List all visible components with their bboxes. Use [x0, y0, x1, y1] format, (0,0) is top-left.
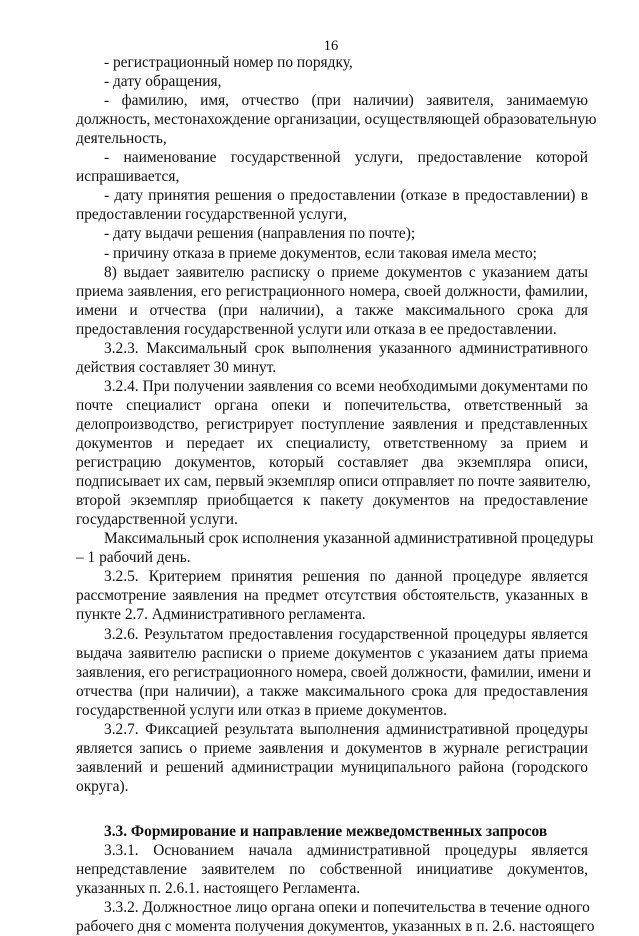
section-heading: 3.3. Формирование и направление межведомственных запросов — [104, 823, 548, 840]
text-line: деятельность, — [76, 130, 167, 147]
text-line: 3.2.4. При получении заявления со всеми необходимыми документами по — [104, 378, 588, 395]
text-line: 3.3.2. Должностное лицо органа опеки и попечительства в течение одного — [104, 899, 590, 916]
text-line: выдача заявителю расписки о приеме документов с указанием даты приема — [76, 645, 588, 662]
text-line: - наименование государственной услуги, предоставление которой — [104, 149, 588, 166]
text-line: - дату обращения, — [104, 73, 222, 90]
text-line: 8) выдает заявителю расписку о приеме документов с указанием даты — [104, 264, 588, 281]
text-line: 3.2.3. Максимальный срок выполнения указанного административного — [104, 340, 588, 357]
text-line: - регистрационный номер по порядку, — [104, 54, 353, 71]
text-line: 3.3.1. Основанием начала административной процедуры является — [104, 842, 588, 859]
text-line: - фамилию, имя, отчество (при наличии) заявителя, занимаемую — [104, 92, 588, 109]
text-line: заявлений и решений администрации муниципального района (городского — [76, 759, 588, 776]
text-line: второй экземпляр приобщается к пакету документов на предоставление — [76, 492, 588, 509]
text-line: документов и передает их специалисту, ответственному за прием и — [76, 435, 588, 452]
text-line: 3.2.5. Критерием принятия решения по данной процедуре является — [104, 568, 588, 585]
text-line: должность, местонахождение организации, осуществляющей образовательную — [76, 111, 597, 128]
text-line: указанных п. 2.6.1. настоящего Регламента. — [76, 880, 361, 897]
text-line: предоставления государственной услуги или отказа в ее предоставлении. — [76, 321, 557, 338]
text-line: регистрацию документов, который составляет два экземпляра описи, — [76, 454, 588, 471]
text-line: испрашивается, — [76, 168, 180, 185]
text-line: действия составляет 30 минут. — [76, 359, 277, 376]
text-line: округа). — [76, 778, 129, 795]
text-line: 3.2.6. Результатом предоставления государственной процедуры является — [104, 626, 588, 643]
text-line: государственной услуги или отказ в приеме документов. — [76, 702, 448, 719]
text-line: приема заявления, его регистрационного номера, своей должности, фамилии, — [76, 283, 588, 300]
text-line: подписывает их сам, первый экземпляр описи отправляет по почте заявителю, — [76, 473, 591, 490]
text-line: предоставлении государственной услуги, — [76, 206, 348, 223]
text-line: - дату принятия решения о предоставлении (отказе в предоставлении) в — [104, 187, 588, 204]
text-line: рассмотрение заявления на предмет отсутствия обстоятельств, указанных в — [76, 587, 588, 604]
text-line: имени и отчества (при наличии), а также максимального срока для — [76, 302, 588, 319]
page-number: 16 — [323, 38, 339, 54]
text-line: почте специалист органа опеки и попечительства, ответственный за — [76, 397, 588, 414]
text-line: пункте 2.7. Административного регламента. — [76, 606, 366, 623]
text-line: заявления, его регистрационного номера, своей должности, фамилии, имени и — [76, 664, 591, 681]
text-line: отчества (при наличии), а также максимального срока для предоставления — [76, 683, 588, 700]
text-line: делопроизводство, регистрирует поступление заявления и представленных — [76, 416, 588, 433]
text-line: Максимальный срок исполнения указанной административной процедуры — [104, 530, 594, 547]
text-line: является запись о приеме заявления и документов в журнале регистрации — [76, 740, 588, 757]
text-line: - дату выдачи решения (направления по почте); — [104, 225, 416, 242]
text-line: государственной услуги. — [76, 511, 238, 528]
text-line: непредставление заявителем по собственной инициативе документов, — [76, 861, 588, 878]
text-line: рабочего дня с момента получения документов, указанных в п. 2.6. настоящего — [76, 918, 595, 935]
text-line: - причину отказа в приеме документов, если таковая имела место; — [104, 245, 537, 262]
text-line: – 1 рабочий день. — [76, 549, 191, 566]
text-line: 3.2.7. Фиксацией результата выполнения административной процедуры — [104, 721, 588, 738]
